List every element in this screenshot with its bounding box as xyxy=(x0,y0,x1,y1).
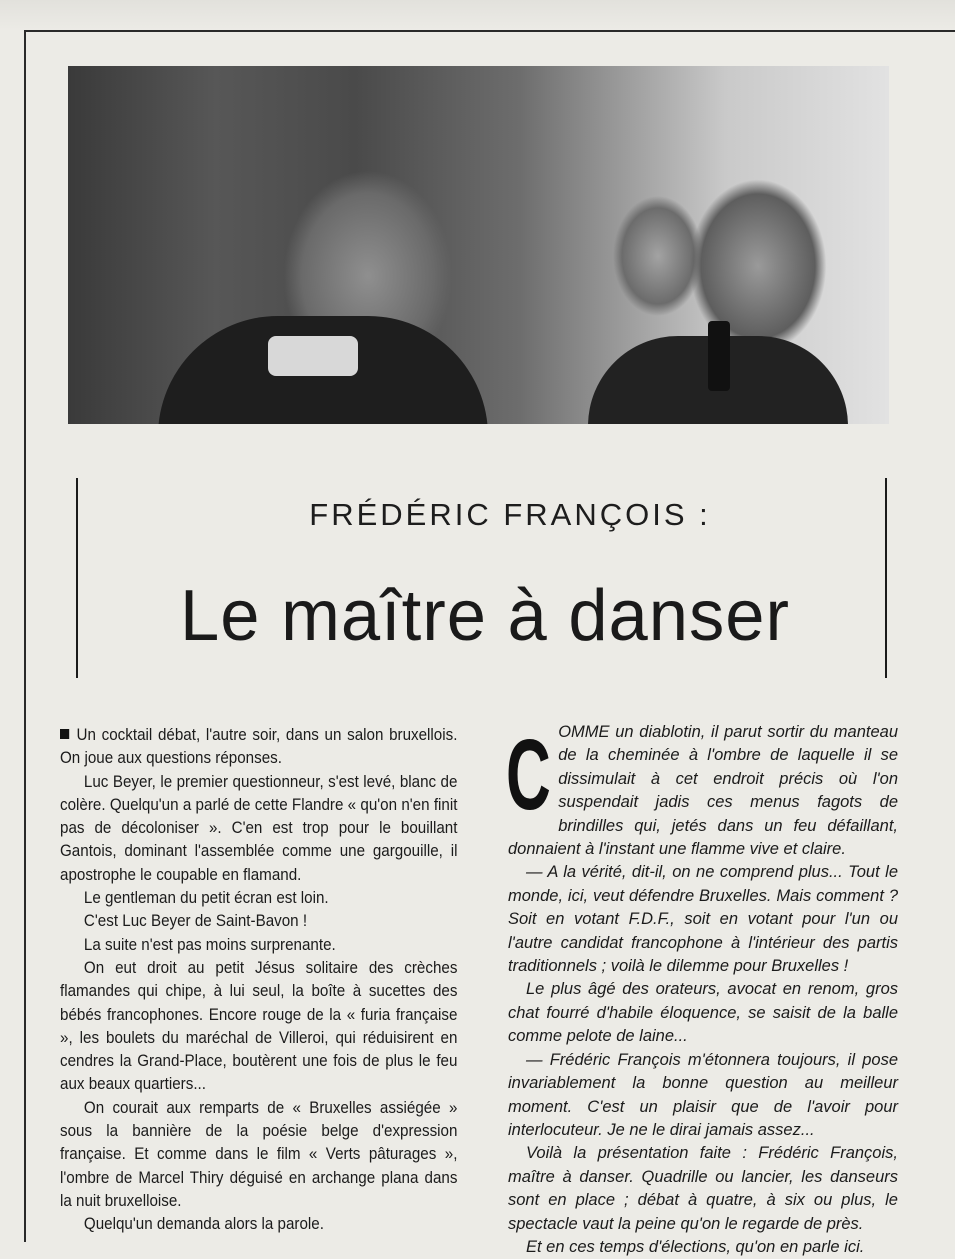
paragraph: On courait aux remparts de « Bruxelles assiégée » sous la bannière de la poésie belge d'expression française. Et comme dans le film « Verts pâturages », l'ombre de Marcel Thiry déguisé en archange plana dans la nuit bruxelloise. xyxy=(60,1098,458,1210)
tie-shape xyxy=(708,321,730,391)
paragraph: Voilà la présentation faite : Frédéric François, maître à danser. Quadrille ou lancier, les danseurs sont en place ; débat à quatre, à six ou plus, le spectacle vaut la peine qu'on le regarde de près. xyxy=(508,1144,898,1233)
paragraph: C'est Luc Beyer de Saint-Bavon ! xyxy=(83,912,308,931)
frame-rule-top xyxy=(24,30,955,32)
left-column xyxy=(60,724,457,1237)
drop-cap: C xyxy=(506,719,551,831)
paragraph: Un cocktail débat, l'autre soir, dans un salon bruxellois. On joue aux questions réponses. xyxy=(60,726,458,768)
article-kicker: FRÉDÉRIC FRANÇOIS : xyxy=(309,497,711,532)
article-photo xyxy=(68,66,889,424)
paragraph: On eut droit au petit Jésus solitaire des crèches flamandes qui chipe, à lui seul, la boîte à sucettes des bébés francophones. Encore rouge de la « furia française », les boulets du maréchal de Villeroi, qui réduisirent en cendres la Grand-Place, boutèrent une fois de plus le feu aux beaux quartiers... xyxy=(60,958,458,1094)
paragraph: Quelqu'un demanda alors la parole. xyxy=(83,1215,324,1234)
paragraph: — A la vérité, dit-il, on ne comprend plus... Tout le monde, ici, veut défendre Bruxelles. Mais comment ? Soit en votant F.D.F., soit en votant pour l'un ou l'autre candidat francophone à l'intérieur des partis traditionnels ; voilà le dilemme pour Bruxelles ! xyxy=(508,863,898,976)
lead-paragraph: COMME un diablotin, il parut sortir du manteau de la cheminée à l'ombre de laquelle il se dissimulait à cet endroit précis où l'on suspendait jadis ces menus fagots de brindilles qui, jetés dans un feu défaillant, donnaient à l'instant une flamme vive et claire. xyxy=(506,719,898,859)
square-bullet-icon xyxy=(60,729,69,739)
collar-shape xyxy=(268,336,358,376)
frame-rule-left xyxy=(24,30,26,1242)
paragraph: Le gentleman du petit écran est loin. xyxy=(83,889,329,908)
paragraph: Luc Beyer, le premier questionneur, s'est levé, blanc de colère. Quelqu'un a parlé de cette Flandre « qu'on n'en finit pas de décoloniser ». C'en est trop pour le bouillant Gantois, dominant l'assemblée comme une gargouille, il apostrophe le coupable en flamand. xyxy=(60,772,458,884)
title-rule-left xyxy=(76,478,78,678)
previous-page-bleed xyxy=(0,0,955,30)
paragraph: Le plus âgé des orateurs, avocat en renom, gros chat fourré d'habile éloquence, se saisit de la balle comme pelote de laine... xyxy=(508,980,898,1046)
paragraph: — Frédéric François m'étonnera toujours, il pose invariablement la bonne question au meilleur moment. C'est un plaisir que de l'avoir pour interlocuteur. Je ne le dirai jamais assez... xyxy=(508,1050,898,1139)
paragraph: Et en ces temps d'élections, qu'on en parle ici. xyxy=(526,1237,865,1256)
paragraph: La suite n'est pas moins surprenante. xyxy=(83,935,336,954)
title-rule-right xyxy=(885,478,887,678)
article-headline: Le maître à danser xyxy=(180,576,790,656)
right-column xyxy=(508,721,898,1259)
